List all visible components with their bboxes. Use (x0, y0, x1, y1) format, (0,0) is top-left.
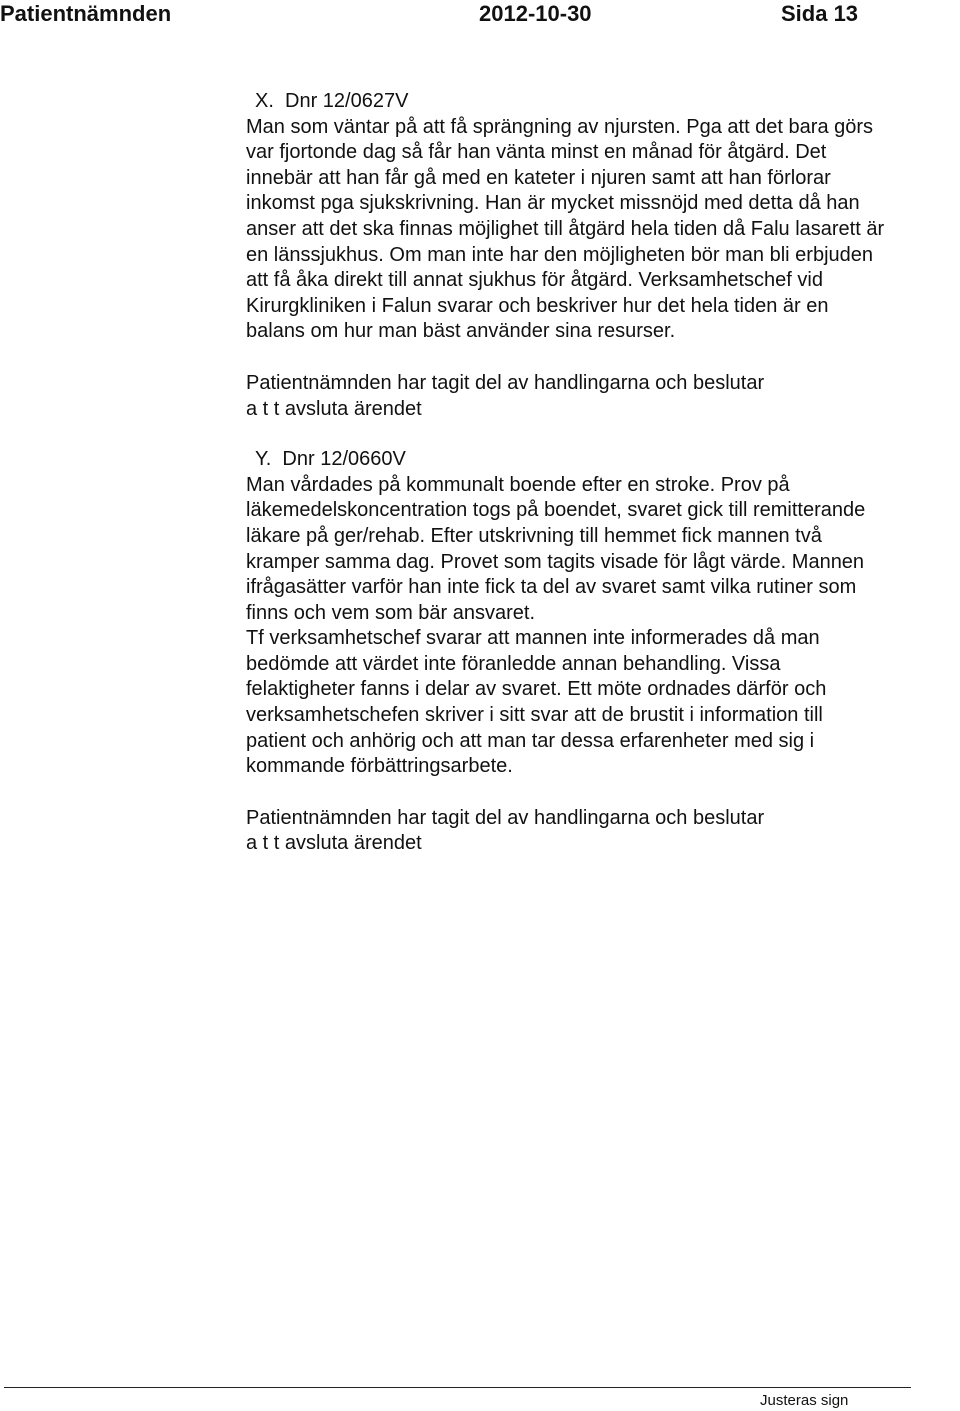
case-text-line: Kirurgkliniken i Falun svarar och beskriver hur det hela tiden är en (246, 294, 829, 317)
case-x (246, 89, 960, 422)
spacer (246, 780, 960, 806)
page-header (0, 0, 960, 28)
case-text-line: ifrågasätter varför han inte fick ta del av svaret samt vilka rutiner som (246, 576, 857, 599)
case-text-line: felaktigheter fanns i delar av svaret. Ett möte ordnades därför och (246, 678, 827, 701)
spacer (246, 422, 960, 447)
decision-text: Patientnämnden har tagit del av handlingarna och beslutar (246, 806, 765, 829)
case-text-line: läkemedelskoncentration togs på boendet, svaret gick till remitterande (246, 499, 866, 522)
document-body (246, 89, 960, 857)
case-heading: Y. Dnr 12/0660V (255, 448, 406, 471)
header-title: Patientnämnden (0, 1, 172, 26)
case-text-line: patient och anhörig och att man tar dessa erfarenheter med sig i (246, 729, 815, 752)
case-text-line: en länssjukhus. Om man inte har den möjligheten bör man bli erbjuden (246, 243, 874, 266)
case-text-line: balans om hur man bäst använder sina resurser. (246, 320, 676, 343)
signature-line (4, 1387, 911, 1388)
case-y (246, 447, 960, 857)
case-text-line: kramper samma dag. Provet som tagits visade för lågt värde. Mannen (246, 550, 865, 573)
case-text-line: var fjortonde dag så får han vänta minst en månad för åtgärd. Det (246, 141, 827, 164)
case-text-line: läkare på ger/rehab. Efter utskrivning till hemmet fick mannen två (246, 524, 822, 547)
case-text-line: inkomst pga sjukskrivning. Han är mycket missnöjd med detta då han (246, 192, 860, 215)
case-text-line: innebär att han får gå med en kateter i njuren samt att han förlorar (246, 166, 831, 189)
case-heading: X. Dnr 12/0627V (255, 90, 409, 112)
case-text-line: verksamhetschefen skriver i sitt svar att de brustit i information till (246, 704, 823, 727)
decision-text: a t t avsluta ärendet (246, 832, 422, 855)
decision-text: Patientnämnden har tagit del av handlingarna och beslutar (246, 371, 765, 394)
header-date: 2012-10-30 (479, 1, 592, 26)
case-text-line: att få åka direkt till annat sjukhus för åtgärd. Verksamhetschef vid (246, 269, 823, 292)
decision-text: a t t avsluta ärendet (246, 397, 422, 420)
case-text-line: finns och vem som bär ansvaret. (246, 601, 536, 624)
header-page-number: Sida 13 (781, 1, 859, 26)
signature-label: Justeras sign (760, 1392, 849, 1409)
case-text-line: Man som väntar på att få sprängning av njursten. Pga att det bara görs (246, 115, 874, 138)
spacer (246, 345, 960, 371)
case-text-line: anser att det ska finnas möjlighet till åtgärd hela tiden då Falu lasarett är (246, 217, 885, 240)
case-text-line: Man vårdades på kommunalt boende efter en stroke. Prov på (246, 473, 790, 496)
case-text-line: bedömde att värdet inte föranledde annan behandling. Vissa (246, 652, 781, 675)
case-text-line: Tf verksamhetschef svarar att mannen inte informerades då man (246, 627, 820, 650)
case-text-line: kommande förbättringsarbete. (246, 755, 513, 778)
